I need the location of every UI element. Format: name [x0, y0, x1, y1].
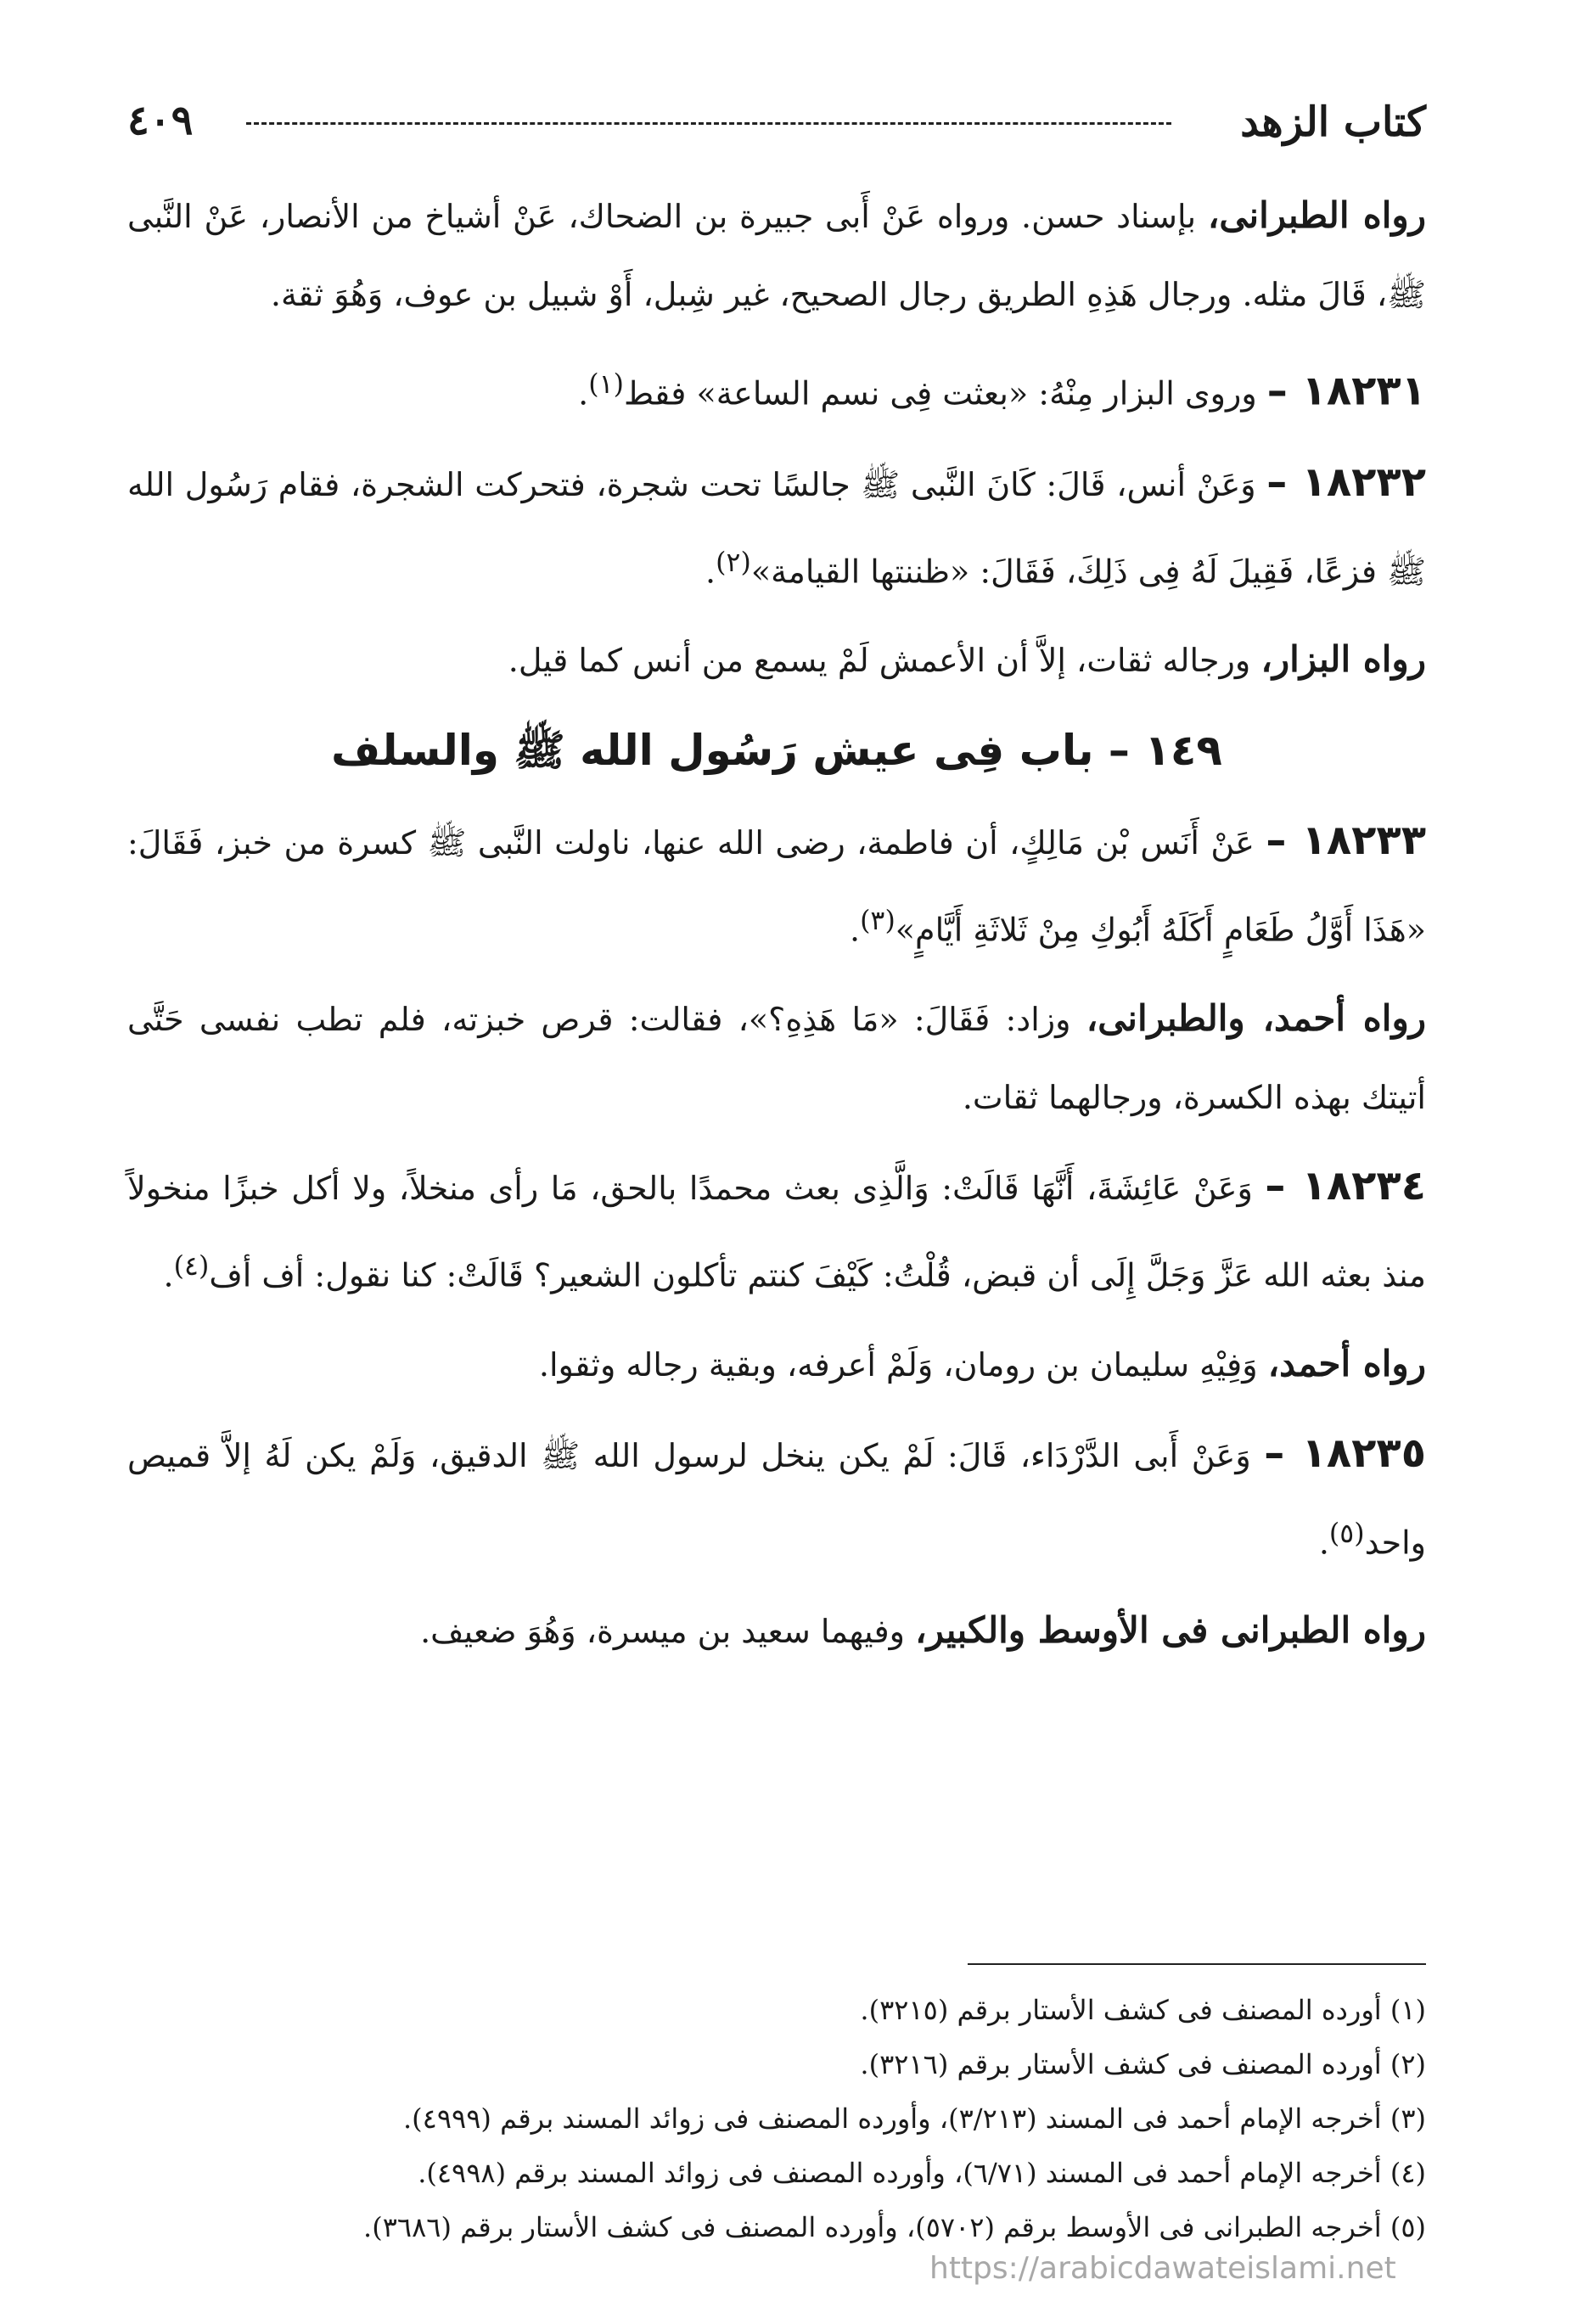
hadith-text: وروى البزار مِنْهُ: «بعثت فِى نسم الساعة» فقط [623, 374, 1267, 413]
book-page [127, 85, 1426, 2309]
hadith-number: ١٨٢٣٤ – [1265, 1161, 1426, 1210]
hadith-entry [127, 443, 1426, 611]
hadith-text: وَعَنْ أنس، قَالَ: كَانَ النَّبى ﷺ جالسًا تحت شجرة، فتحركت الشجرة، فقام رَسُول الله ﷺ فزعًا، فَقِيلَ لَهُ فِى ذَلِكَ، فَقَالَ: «ظننتها القيامة» [127, 465, 1426, 591]
hadith-text: عَنْ أَنَس بْن مَالِكٍ، أن فاطمة، رضى الله عنها، ناولت النَّبى ﷺ كسرة من خبز، فَقَالَ: «هَذَا أَوَّلُ طَعَامٍ أَكَلَهُ أَبُوكِ مِنْ ثَلاثَةِ أَيَّامٍ» [127, 824, 1426, 949]
footnote: (١) أورده المصنف فى كشف الأستار برقم (٣٢١٥). [860, 1994, 1426, 2026]
footnote: (٥) أخرجه الطبرانى فى الأوسط برقم (٥٧٠٢)، وأورده المصنف فى كشف الأستار برقم (٣٦٨٦). [363, 2211, 1426, 2243]
terminal-period: . [1318, 1524, 1329, 1562]
narration-source: رواه أحمد، [1267, 1342, 1426, 1384]
footnote-ref: (٢) [716, 547, 751, 578]
paragraph [127, 1591, 1426, 1670]
narration-source: رواه الطبرانى، [1207, 194, 1426, 236]
book-title: كتاب الزهد [1240, 98, 1426, 146]
watermark: https://arabicdawateislami.net [929, 2251, 1396, 2286]
hadith-entry [127, 801, 1426, 969]
footnote-ref: (٣) [860, 906, 895, 937]
footnote: (٣) أخرجه الإمام أحمد فى المسند (٣/٢١٣)، وأورده المصنف فى زوائد المسند برقم (٤٩٩٩). [403, 2102, 1426, 2135]
paragraph [127, 1325, 1426, 1404]
main-text [127, 177, 1426, 1681]
terminal-period: . [849, 911, 861, 949]
terminal-period: . [578, 374, 589, 413]
header-dashed-rule [246, 122, 1171, 125]
paragraph-text: وَفِيْهِ سليمان بن رومان، وَلَمْ أعرفه، وبقية رجاله وثقوا. [538, 1345, 1268, 1384]
footnotes [127, 1983, 1426, 2254]
paragraph-text: ورجاله ثقات، إلاَّ أن الأعمش لَمْ يسمع من أنس كما قيل. [508, 642, 1261, 680]
footnote-ref: (١) [588, 369, 624, 400]
hadith-entry [127, 1414, 1426, 1582]
page-number: ٤٠٩ [127, 97, 194, 144]
paragraph [127, 620, 1426, 699]
paragraph [127, 177, 1426, 334]
hadith-number: ١٨٢٣١ – [1266, 367, 1426, 415]
paragraph-text: بإسناد حسن. ورواه عَنْ أَبى جبيرة بن الضحاك، عَنْ أشياخ من الأنصار، عَنْ النَّبى ﷺ، قَالَ مثله. ورجال هَذِهِ الطريق رجال الصحيح، غير شِبل، أَوْ شبيل بن عوف، وَهُوَ ثقة. [127, 198, 1426, 313]
hadith-number: ١٨٢٣٥ – [1264, 1429, 1426, 1477]
narration-source: رواه البزار، [1260, 638, 1426, 681]
hadith-number: ١٨٢٣٣ – [1266, 817, 1426, 865]
hadith-entry [127, 1147, 1426, 1315]
terminal-period: . [163, 1256, 174, 1294]
narration-source: رواه أحمد، والطبرانى، [1086, 996, 1427, 1039]
hadith-text: وَعَنْ أَبى الدَّرْدَاء، قَالَ: لَمْ يكن ينخل لرسول الله ﷺ الدقيق، وَلَمْ يكن لَهُ إلاَّ قميص واحد [127, 1436, 1426, 1562]
paragraph-text: وزاد: فَقَالَ: «مَا هَذِهِ؟»، فقالت: قرص خبزته، فلم تطب نفسى حَتَّى أتيتك بهذه الكسرة، ورجالهما ثقات. [127, 1000, 1426, 1116]
footnote-separator [968, 1963, 1426, 1965]
hadith-entry [127, 345, 1426, 433]
chapter-heading: ١٤٩ – باب فِى عيش رَسُول الله ﷺ والسلف [331, 726, 1222, 776]
footnote: (٢) أورده المصنف فى كشف الأستار برقم (٣٢١٦). [860, 2048, 1426, 2080]
terminal-period: . [705, 553, 716, 591]
footnote: (٤) أخرجه الإمام أحمد فى المسند (٦/٧١)، وأورده المصنف فى زوائد المسند برقم (٤٩٩٨). [418, 2157, 1426, 2189]
hadith-text: وَعَنْ عَائِشَةَ، أَنَّهَا قَالَتْ: وَالَّذِى بعث محمدًا بالحق، مَا رأى منخلاً، ولا أكل خبزًا منخولاً منذ بعثه الله عَزَّ وَجَلَّ إِلَى أن قبض، قُلْتُ: كَيْفَ كنتم تأكلون الشعير؟ قَالَتْ: كنا نقول: أف أف [127, 1169, 1426, 1294]
paragraph [127, 980, 1426, 1137]
running-header [127, 93, 1426, 153]
footnote-ref: (٥) [1328, 1518, 1365, 1549]
footnote-ref: (٤) [173, 1250, 210, 1282]
hadith-number: ١٨٢٣٢ – [1266, 458, 1426, 506]
paragraph-text: وفيهما سعيد بن ميسرة، وَهُوَ ضعيف. [420, 1613, 916, 1651]
narration-source: رواه الطبرانى فى الأوسط والكبير، [915, 1609, 1426, 1652]
